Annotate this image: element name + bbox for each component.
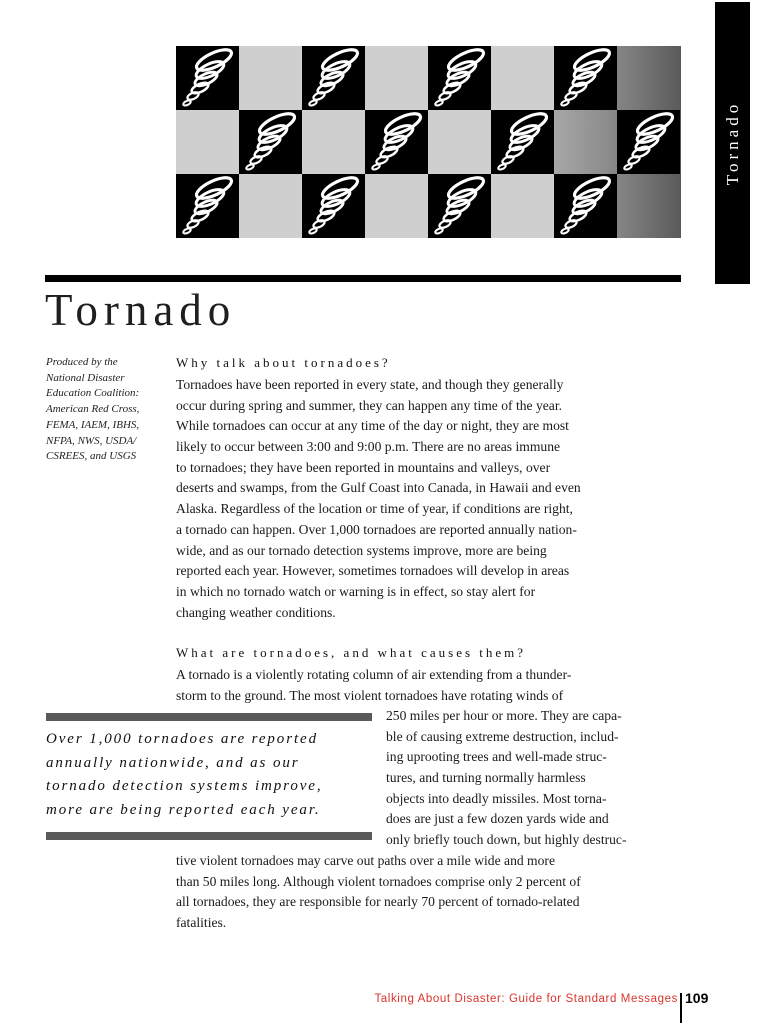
tornado-icon: [365, 110, 428, 174]
side-tab-label: Tornado: [722, 100, 742, 186]
section-heading-why: Why talk about tornadoes?: [176, 355, 391, 370]
banner-light-tile: [365, 46, 428, 110]
pullquote-rule-bottom: [46, 832, 372, 840]
page-number: 109: [685, 990, 709, 1006]
body-line: likely to occur between 3:00 and 9:00 p.m. There are no areas immune: [176, 439, 561, 455]
section-body-what-narrow: [386, 706, 627, 851]
banner-light-tile: [554, 110, 617, 174]
banner-light-tile: [239, 46, 302, 110]
pullquote: [46, 728, 376, 822]
section-body-why: [176, 375, 581, 623]
body-line: a tornado can happen. Over 1,000 tornadoes are reported annually nation-: [176, 521, 577, 537]
pullquote-line: tornado detection systems improve,: [46, 778, 323, 794]
credit-line: CSREES, and USGS: [46, 450, 137, 463]
side-tab: [715, 2, 750, 284]
body-line: to tornadoes; they have been reported in mountains and valleys, over: [176, 459, 551, 475]
credit-line: Produced by the: [46, 356, 118, 368]
body-line: tive violent tornadoes may carve out paths over a mile wide and more: [176, 853, 555, 868]
banner-light-tile: [491, 174, 554, 238]
body-line: A tornado is a violently rotating column of air extending from a thunder-: [176, 667, 572, 682]
body-line: ble of causing extreme destruction, includ-: [386, 728, 619, 744]
banner-light-tile: [428, 110, 491, 174]
credit-line: NFPA, NWS, USDA/: [46, 434, 137, 447]
credit-line: American Red Cross,: [46, 403, 140, 416]
pullquote-rule-top: [46, 713, 372, 721]
body-line: deserts and swamps, from the Gulf Coast into Canada, in Hawaii and even: [176, 480, 581, 496]
tornado-icon: [428, 46, 491, 110]
credit-line: FEMA, IAEM, IBHS,: [46, 418, 140, 431]
body-line: fatalities.: [176, 915, 227, 931]
body-line: storm to the ground. The most violent tornadoes have rotating winds of: [176, 687, 564, 703]
banner-light-tile: [302, 110, 365, 174]
body-line: changing weather conditions.: [176, 604, 336, 620]
footer-divider: [680, 993, 682, 1023]
section-body-what-top: [176, 665, 571, 706]
body-line: occur during spring and summer, they can happen any time of the year.: [176, 397, 563, 413]
body-line: tures, and turning normally harmless: [386, 770, 586, 786]
body-line: than 50 miles long. Although violent tornadoes comprise only 2 percent of: [176, 873, 581, 889]
section-body-what-bottom: [176, 851, 581, 934]
tornado-icon: [176, 46, 239, 110]
title-rule: [45, 275, 681, 282]
credit-note: [46, 355, 166, 465]
banner-light-tile: [176, 110, 239, 174]
body-line: in which no tornado watch or warning is in effect, so stay alert for: [176, 583, 536, 599]
page-title: Tornado: [45, 285, 237, 335]
section-heading-what: What are tornadoes, and what causes them?: [176, 645, 527, 660]
banner-light-tile: [239, 174, 302, 238]
banner-light-tile: [491, 46, 554, 110]
tornado-icon: [302, 46, 365, 110]
pullquote-line: more are being reported each year.: [46, 801, 321, 818]
pullquote-line: Over 1,000 tornadoes are reported: [46, 731, 318, 747]
banner-light-tile: [365, 174, 428, 238]
body-line: objects into deadly missiles. Most torna-: [386, 790, 607, 806]
pullquote-line: annually nationwide, and as our: [46, 754, 300, 771]
body-line: only briefly touch down, but highly destruc-: [386, 832, 627, 848]
tornado-icon: [554, 174, 617, 238]
tornado-icon: [176, 174, 239, 238]
credit-line: National Disaster: [46, 371, 125, 384]
tornado-banner: [176, 46, 681, 238]
credit-line: Education Coalition:: [46, 387, 140, 400]
tornado-icon: [491, 110, 554, 174]
tornado-icon: [302, 174, 365, 238]
tornado-icon: [239, 110, 302, 174]
body-line: ing uprooting trees and well-made struc-: [386, 749, 607, 765]
tornado-icon: [554, 46, 617, 110]
body-line: wide, and as our tornado detection systems improve, more are being: [176, 542, 547, 558]
tornado-icon: [428, 174, 491, 238]
body-line: Alaska. Regardless of the location or time of year, if conditions are right,: [176, 501, 573, 517]
body-line: does are just a few dozen yards wide and: [386, 811, 609, 827]
body-line: Tornadoes have been reported in every state, and though they generally: [176, 377, 564, 392]
body-line: reported each year. However, sometimes tornadoes will develop in areas: [176, 563, 570, 579]
tornado-icon: [617, 110, 680, 174]
body-line: all tornadoes, they are responsible for nearly 70 percent of tornado-related: [176, 894, 580, 910]
body-line: While tornadoes can occur at any time of the day or night, they are most: [176, 418, 569, 434]
footer-title: Talking About Disaster: Guide for Standard Messages: [374, 993, 678, 1005]
body-line: 250 miles per hour or more. They are capa-: [386, 708, 622, 723]
